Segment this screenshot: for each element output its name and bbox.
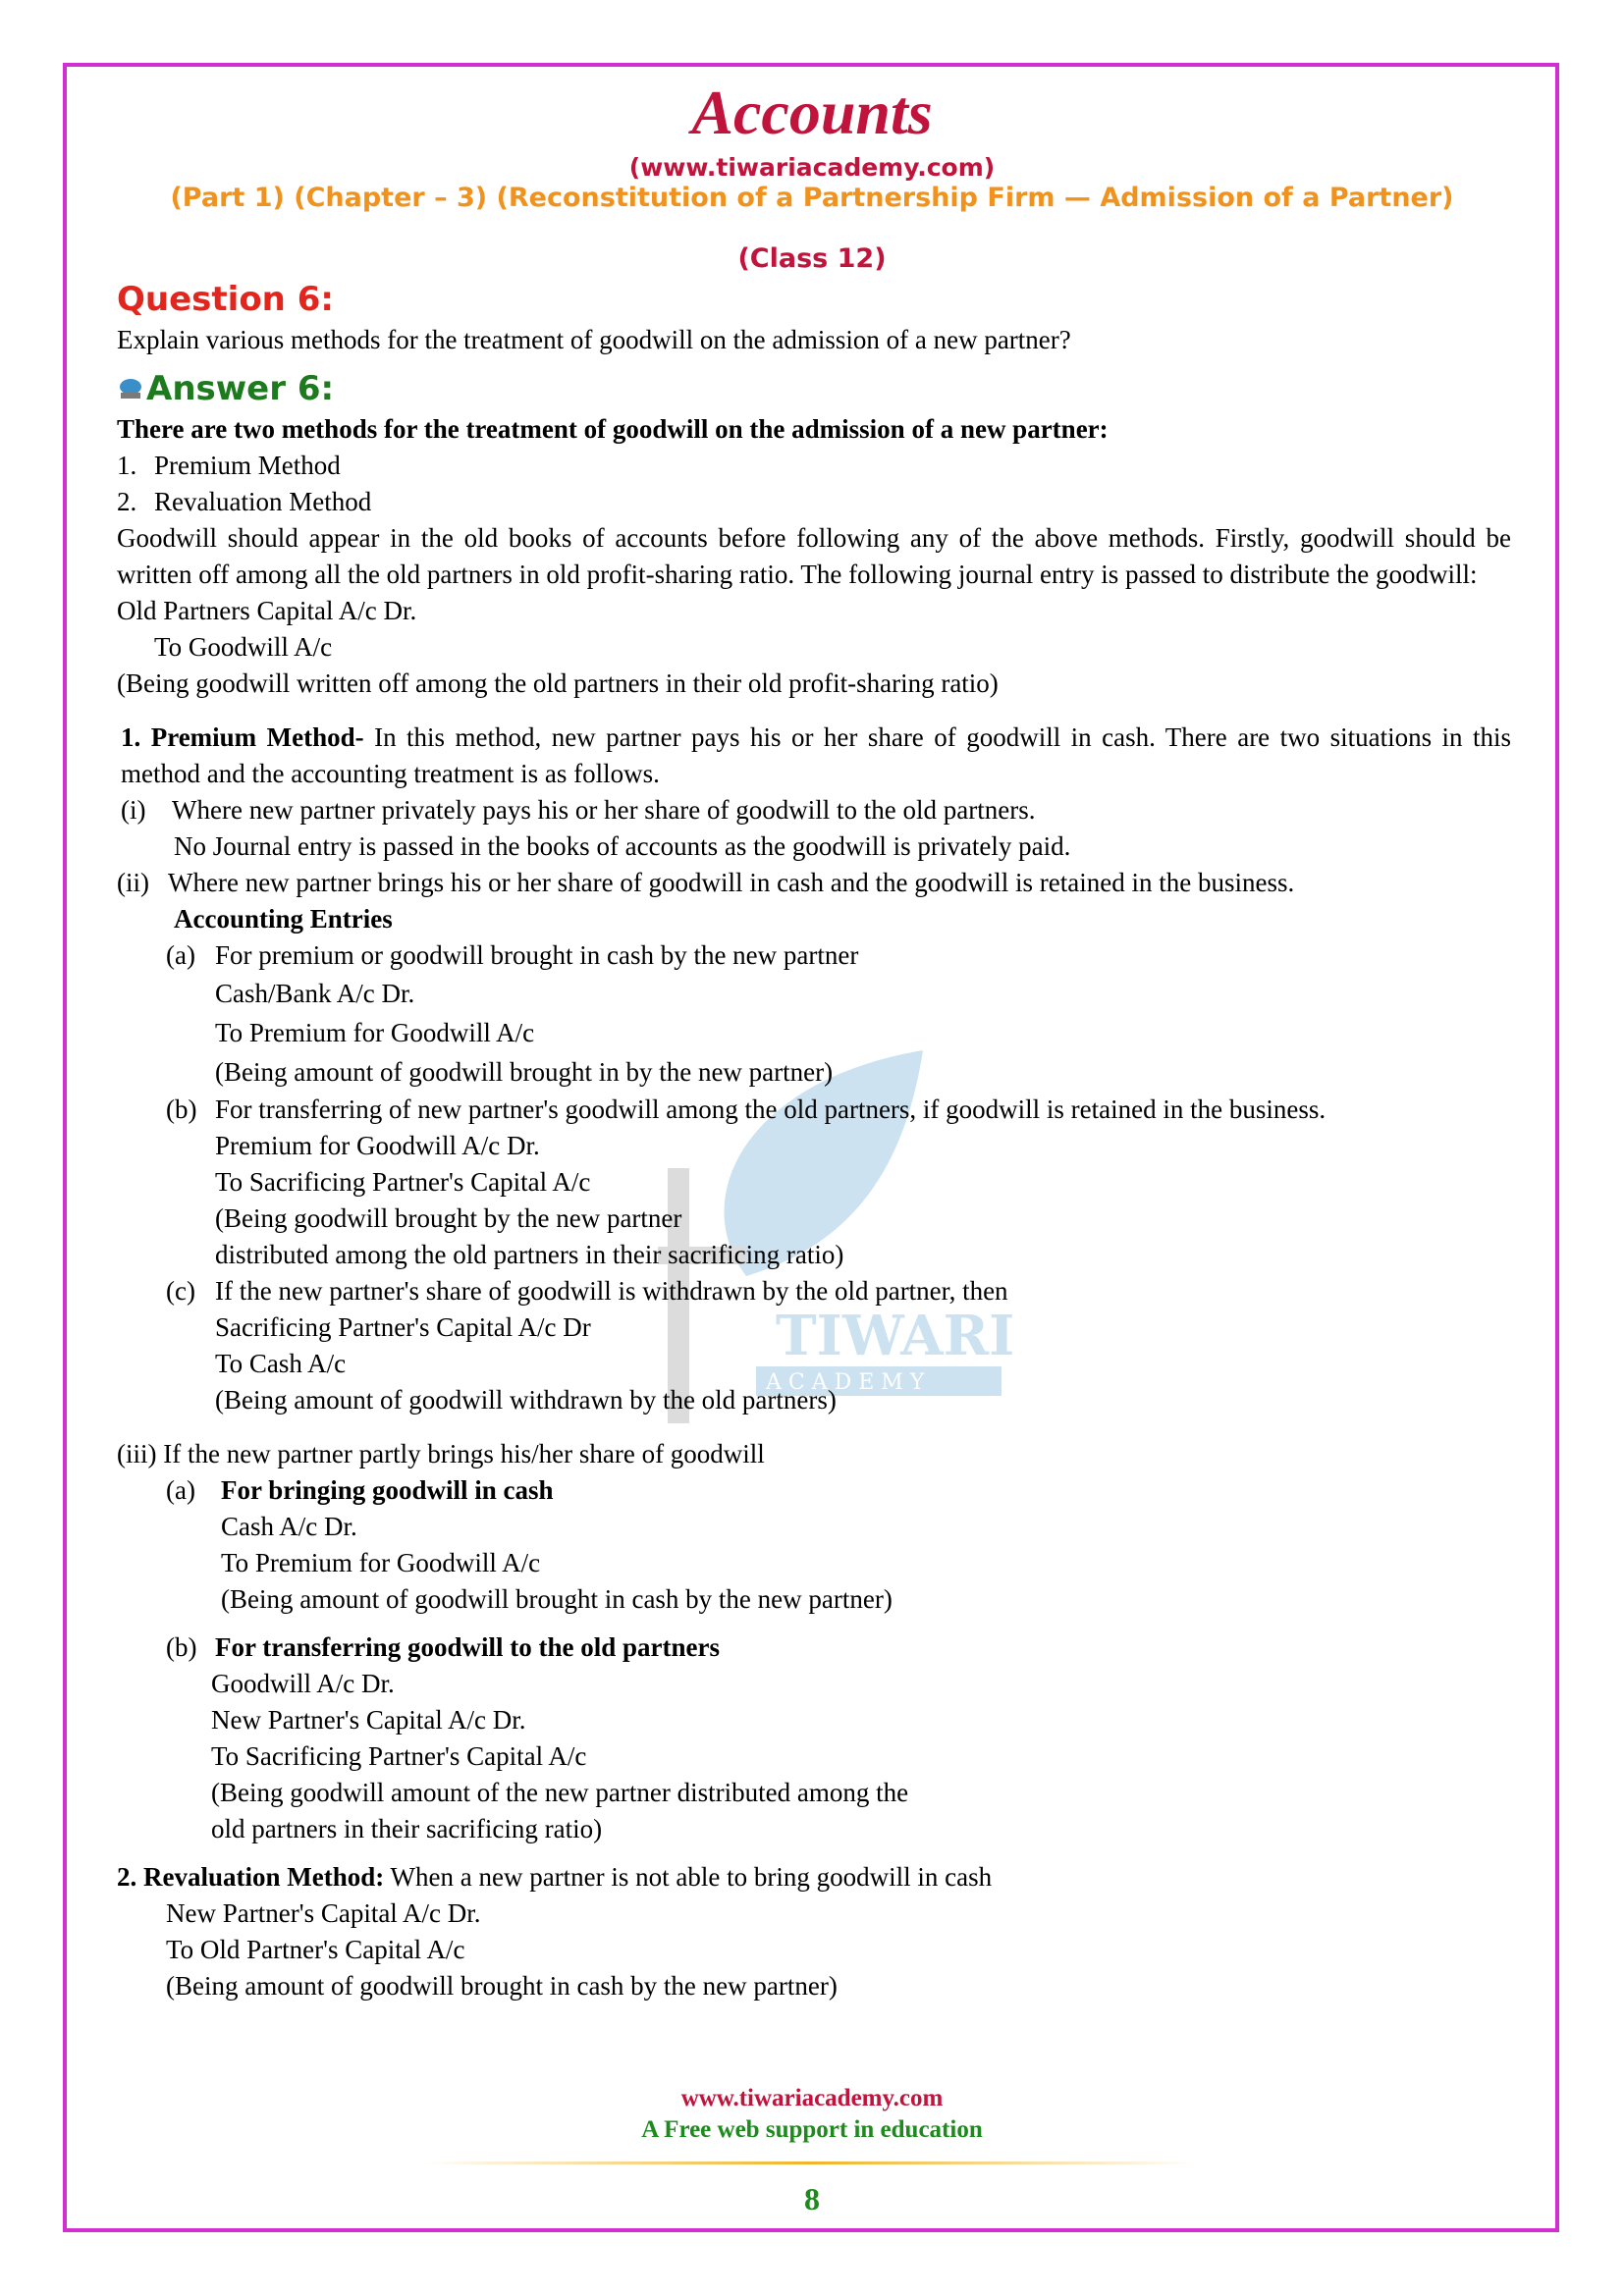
entry-credit: To Goodwill A/c [154,632,333,662]
case-private [117,792,1511,828]
partly-entry-a [117,1472,1511,1509]
watermark-text: TIWARI [776,1304,1015,1368]
entry-line: To Sacrificing Partner's Capital A/c [211,1741,587,1771]
method-item-premium [117,448,1511,484]
goodwill-paragraph: Goodwill should appear in the old books of accounts before following any of the above methods. Firstly, goodwill should be written off among all the old partners in old profit-sharing ratio. The following journal entry is passed to distribute the goodwill: [117,523,1511,589]
entry-line: (Being goodwill brought by the new partner [215,1203,682,1233]
watermark-subtext: A C A D E M Y [766,1370,925,1395]
entry-line: Premium for Goodwill A/c Dr. [215,1131,540,1160]
entry-line: Goodwill A/c Dr. [211,1669,395,1698]
entry-title: For transferring goodwill to the old partners [215,1632,720,1662]
class-label: (Class 12) [737,243,887,274]
entry-line: New Partner's Capital A/c Dr. [166,1898,481,1928]
entry-line: To Cash A/c [215,1349,347,1378]
answer-content [117,277,1511,2004]
entry-debit: Old Partners Capital A/c Dr. [117,596,417,625]
entry-line: New Partner's Capital A/c Dr. [211,1705,526,1735]
entry-line: distributed among the old partners in their sacrificing ratio) [215,1240,844,1269]
revaluation-method-row [117,1859,1511,1896]
case-number: (i) [121,795,146,825]
question-heading: Question 6: [117,280,334,319]
entry-a [117,937,1511,974]
entry-letter: (a) [166,1475,195,1505]
revaluation-method-heading: 2. Revaluation Method: [117,1862,385,1892]
tiwari-logo-icon [117,375,144,402]
entry-letter: (a) [166,940,195,970]
entry-line: (Being amount of goodwill brought in by the new partner) [215,1057,834,1087]
method-label: Premium Method [154,451,341,480]
answer-intro: There are two methods for the treatment of goodwill on the admission of a new partner: [117,414,1109,444]
premium-method-text: In this method, new partner pays his or her share of goodwill in cash. There are two situations in this method and the accounting treatment is as follows. [121,722,1512,788]
entry-letter: (b) [166,1095,197,1124]
case-text: Where new partner privately pays his or her share of goodwill to the old partners. [172,795,1036,825]
entry-line: (Being amount of goodwill brought in cash by the new partner) [221,1584,893,1614]
case-private-note: No Journal entry is passed in the books of accounts as the goodwill is privately paid. [174,831,1071,861]
entry-title: For premium or goodwill brought in cash by the new partner [215,940,859,970]
entry-letter: (c) [166,1276,195,1306]
answer-heading: Answer 6: [146,369,335,408]
entry-title: If the new partner's share of goodwill is withdrawn by the old partner, then [215,1276,1008,1306]
entry-narration: (Being goodwill written off among the old partners in their old profit-sharing ratio) [117,668,999,698]
entry-title: For transferring of new partner's goodwill among the old partners, if goodwill is retained in the business. [215,1095,1326,1124]
method-number: 1. [117,451,137,480]
entry-line: (Being amount of goodwill brought in cash by the new partner) [166,1971,838,2001]
page-number: 8 [804,2181,820,2216]
partly-entry-b [117,1629,1511,1666]
case-text: Where new partner brings his or her share of goodwill in cash and the goodwill is retained in the business. [168,868,1295,897]
entry-line: To Sacrificing Partner's Capital A/c [215,1167,591,1197]
case-number: (ii) [117,868,149,897]
entry-line: To Old Partner's Capital A/c [166,1935,465,1964]
entry-c [117,1273,1511,1309]
page-title: Accounts [691,78,933,147]
question-text: Explain various methods for the treatment of goodwill on the admission of a new partner? [117,325,1071,354]
entry-line: To Premium for Goodwill A/c [221,1548,541,1577]
entry-title: For bringing goodwill in cash [221,1475,554,1505]
entry-line: (Being goodwill amount of the new partner distributed among the [211,1778,909,1807]
footer-site-link[interactable]: www.tiwariacademy.com [680,2085,944,2111]
footer-divider [422,2162,1198,2164]
entry-line: (Being amount of goodwill withdrawn by the old partners) [215,1385,837,1415]
entry-line: Cash/Bank A/c Dr. [215,979,415,1008]
premium-method-heading: 1. Premium Method- [121,722,364,752]
entry-b [117,1092,1511,1128]
method-label: Revaluation Method [154,487,372,516]
premium-method-paragraph [117,720,1511,792]
entry-letter: (b) [166,1632,197,1662]
entry-line: Cash A/c Dr. [221,1512,357,1541]
revaluation-method-text: When a new partner is not able to bring goodwill in cash [390,1862,993,1892]
answer-heading-row [117,366,1511,411]
entry-line: Sacrificing Partner's Capital A/c Dr [215,1312,591,1342]
partly-heading: (iii) If the new partner partly brings his/her share of goodwill [117,1439,765,1468]
footer-tagline: A Free web support in education [641,2116,983,2143]
method-number: 2. [117,487,137,516]
entry-line: To Premium for Goodwill A/c [215,1018,535,1047]
entry-line: old partners in their sacrificing ratio) [211,1814,603,1843]
case-retained [117,865,1511,901]
accounting-entries-heading: Accounting Entries [174,904,393,934]
chapter-subtitle: (Part 1) (Chapter – 3) (Reconstitution of a Partnership Firm — Admission of a Partner) [170,183,1454,213]
header-site-link[interactable]: (www.tiwariacademy.com) [628,153,996,182]
method-item-revaluation [117,484,1511,520]
